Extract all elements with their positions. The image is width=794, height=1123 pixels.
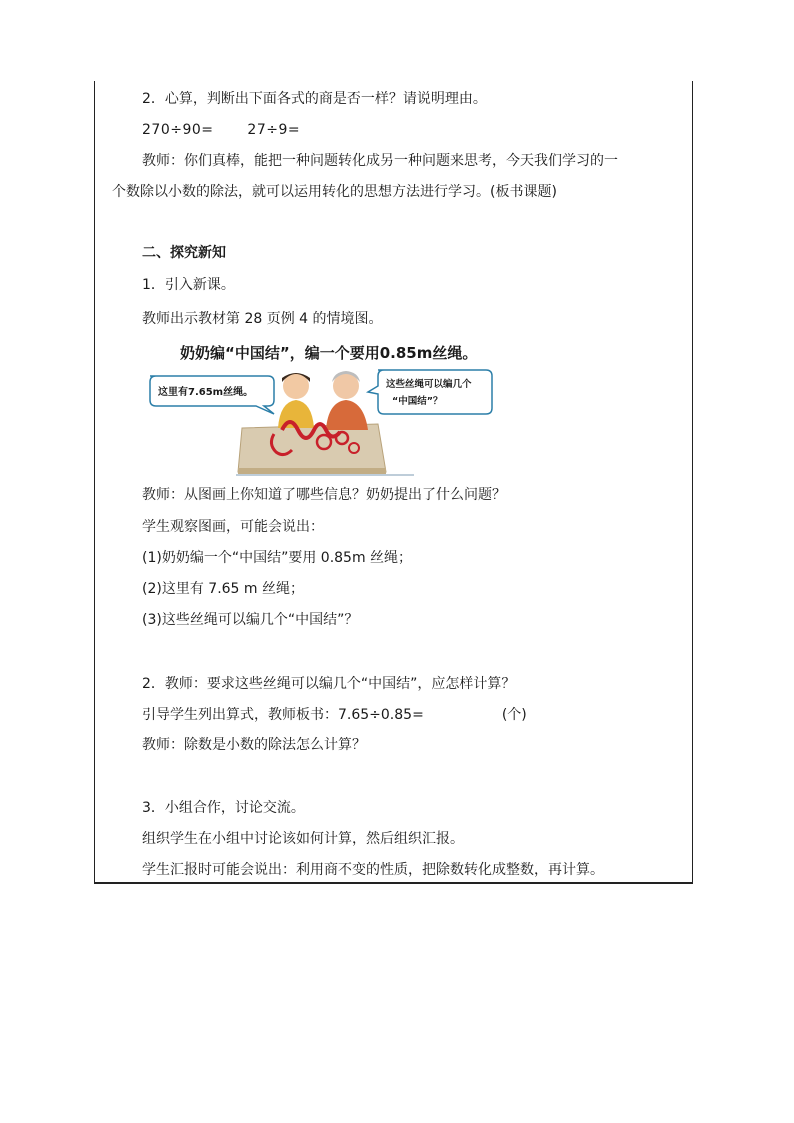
show-figure-line: 教师出示教材第 28 页例 4 的情境图。 bbox=[142, 311, 383, 327]
group-discussion-line: 组织学生在小组中讨论该如何计算，然后组织汇报。 bbox=[142, 831, 464, 847]
info-item-3: (3)这些丝绳可以编几个“中国结”？ bbox=[142, 612, 359, 628]
figure-caption: 奶奶编“中国结”，编一个要用0.85m丝绳。 bbox=[180, 344, 478, 362]
right-bubble-text-2: “中国结”？ bbox=[392, 396, 443, 407]
student-observe-line: 学生观察图画，可能会说出： bbox=[142, 519, 324, 535]
teacher-line-2: 个数除以小数的除法，就可以运用转化的思想方法进行学习。(板书课题) bbox=[112, 184, 557, 200]
step-2-line: 2．教师：要求这些丝绳可以编几个“中国结”，应怎样计算？ bbox=[142, 676, 516, 692]
teacher-line-1: 教师：你们真棒，能把一种问题转化成另一种问题来思考，今天我们学习的一 bbox=[142, 153, 618, 169]
expr-270-div-90: 270÷90= bbox=[142, 122, 214, 138]
info-item-2: (2)这里有 7.65 m 丝绳； bbox=[142, 581, 304, 597]
right-bubble-text-1: 这些丝绳可以编几个 bbox=[386, 379, 472, 390]
info-item-1: (1)奶奶编一个“中国结”要用 0.85m 丝绳； bbox=[142, 550, 413, 566]
equation-text: 引导学生列出算式，教师板书：7.65÷0.85= bbox=[142, 707, 424, 723]
step-1-title: 1．引入新课。 bbox=[142, 277, 235, 293]
section-heading: 二、探究新知 bbox=[142, 245, 226, 261]
teacher-divisor-question: 教师：除数是小数的除法怎么计算？ bbox=[142, 737, 366, 753]
chinese-knot-illustration bbox=[146, 368, 494, 476]
table-edge bbox=[238, 468, 386, 474]
calc-expressions bbox=[142, 120, 300, 140]
left-bubble-text: 这里有7.65m丝绳。 bbox=[158, 387, 254, 398]
step-3-title: 3．小组合作，讨论交流。 bbox=[142, 800, 305, 816]
grandma-shirt bbox=[326, 400, 368, 430]
question-2-line: 2．心算，判断出下面各式的商是否一样？请说明理由。 bbox=[142, 91, 487, 107]
expr-27-div-9: 27÷9= bbox=[247, 122, 301, 138]
student-report-line: 学生汇报时可能会说出：利用商不变的性质，把除数转化成整数，再计算。 bbox=[142, 862, 604, 878]
equation-line bbox=[142, 705, 527, 725]
right-speech-bubble bbox=[368, 370, 492, 414]
teacher-question-line: 教师：从图画上你知道了哪些信息？奶奶提出了什么问题？ bbox=[142, 487, 506, 503]
equation-unit: (个) bbox=[501, 707, 527, 723]
